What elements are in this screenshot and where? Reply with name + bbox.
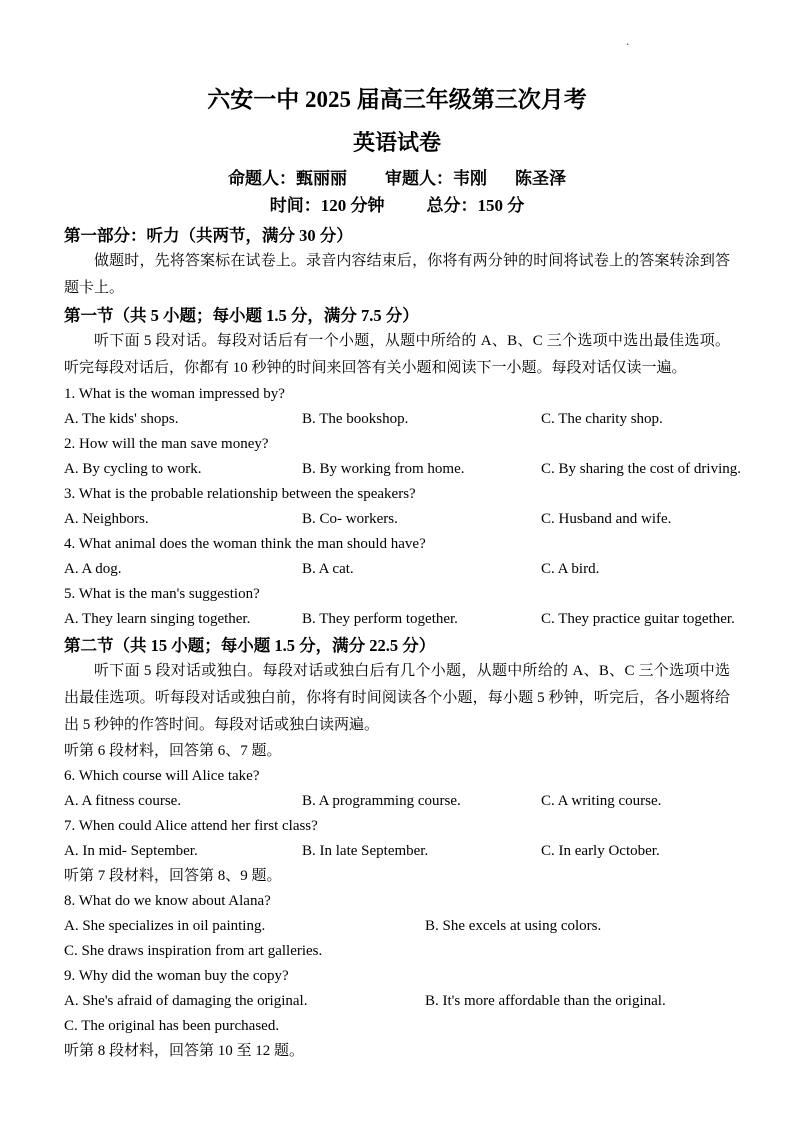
- option-a: A. The kids' shops.: [64, 411, 179, 427]
- question-5: [64, 582, 735, 632]
- option-c: C. In early October.: [541, 843, 660, 859]
- option-c: C. A writing course.: [541, 793, 662, 809]
- option-a: A. She specializes in oil painting.: [64, 918, 266, 934]
- question-text: 6. Which course will Alice take?: [64, 768, 260, 784]
- options-row: [64, 457, 741, 482]
- option-c: C. They practice guitar together.: [541, 611, 735, 627]
- options-row: [64, 557, 730, 582]
- total-score-label: 总分：150 分: [426, 196, 525, 215]
- option-b: B. By working from home.: [302, 461, 465, 477]
- part1-heading: 第一部分：听力（共两节，满分 30 分）: [64, 226, 353, 245]
- question-text: 1. What is the woman impressed by?: [64, 386, 285, 402]
- option-b: B. A programming course.: [302, 793, 461, 809]
- option-c: C. By sharing the cost of driving.: [541, 461, 741, 477]
- options-row: [64, 1014, 730, 1039]
- question-text: 5. What is the man's suggestion?: [64, 586, 260, 602]
- option-c: C. Husband and wife.: [541, 511, 672, 527]
- question-text: 2. How will the man save money?: [64, 436, 269, 452]
- exam-subject-title: 英语试卷: [352, 130, 441, 155]
- setter-label: 命题人：甄丽丽: [228, 169, 347, 188]
- options-row: [64, 607, 735, 632]
- option-a: A. She's afraid of damaging the original.: [64, 993, 308, 1009]
- question-6: [64, 764, 730, 814]
- time-score-line: [64, 195, 730, 217]
- stray-mark: .: [626, 33, 630, 48]
- material-6-note: 听第 6 段材料，回答第 6、7 题。: [64, 743, 282, 759]
- option-c: C. The charity shop.: [541, 411, 663, 427]
- options-row: [64, 989, 730, 1014]
- option-c: C. The original has been purchased.: [64, 1018, 280, 1034]
- option-b: B. A cat.: [302, 561, 354, 577]
- option-a: A. In mid- September.: [64, 843, 198, 859]
- reviewer-label: 审题人：韦刚: [385, 169, 487, 188]
- question-2: [64, 432, 741, 482]
- section2-heading: 第二节（共 15 小题；每小题 1.5 分，满分 22.5 分）: [64, 636, 436, 655]
- question-text: 7. When could Alice attend her first class?: [64, 818, 318, 834]
- question-text: 3. What is the probable relationship between the speakers?: [64, 486, 416, 502]
- option-a: A. A dog.: [64, 561, 122, 577]
- section2-instructions: 听下面 5 段对话或独白。每段对话或独白后有几个小题，从题中所给的 A、B、C 三个选项中选出最佳选项。听每段对话或独白前，你将有时间阅读各个小题，每小题 5 秒钟，听完后，各小题将给出 5 秒钟的作答时间。每段对话或独白读两遍。: [64, 663, 730, 733]
- option-b: B. The bookshop.: [302, 411, 409, 427]
- option-a: A. By cycling to work.: [64, 461, 202, 477]
- question-4: [64, 532, 730, 582]
- material-7-note: 听第 7 段材料，回答第 8、9 题。: [64, 868, 282, 884]
- question-text: 8. What do we know about Alana?: [64, 893, 271, 909]
- option-b: B. They perform together.: [302, 611, 458, 627]
- option-c: C. She draws inspiration from art galleries.: [64, 943, 323, 959]
- question-text: 9. Why did the woman buy the copy?: [64, 968, 289, 984]
- question-text: 4. What animal does the woman think the man should have?: [64, 536, 426, 552]
- section1-instructions: 听下面 5 段对话。每段对话后有一个小题，从题中所给的 A、B、C 三个选项中选出最佳选项。听完每段对话后，你都有 10 秒钟的时间来回答有关小题和阅读下一小题。每段对话仅读一遍。: [64, 333, 730, 376]
- option-b: B. In late September.: [302, 843, 429, 859]
- options-row: [64, 407, 730, 432]
- reviewer2-name: 陈圣泽: [515, 169, 566, 188]
- option-a: A. They learn singing together.: [64, 611, 251, 627]
- options-row: [64, 789, 730, 814]
- question-7: [64, 814, 730, 864]
- options-row: [64, 839, 730, 864]
- section1-heading: 第一节（共 5 小题；每小题 1.5 分，满分 7.5 分）: [64, 306, 419, 325]
- option-c: C. A bird.: [541, 561, 600, 577]
- time-label: 时间：120 分钟: [269, 196, 385, 215]
- question-1: [64, 382, 730, 432]
- options-row: [64, 939, 730, 964]
- option-a: A. A fitness course.: [64, 793, 182, 809]
- part1-instructions: 做题时，先将答案标在试卷上。录音内容结束后，你将有两分钟的时间将试卷上的答案转涂到答题卡上。: [64, 253, 730, 296]
- question-3: [64, 482, 730, 532]
- option-a: A. Neighbors.: [64, 511, 149, 527]
- option-b: B. Co- workers.: [302, 511, 398, 527]
- option-b: B. She excels at using colors.: [425, 918, 602, 934]
- material-8-note: 听第 8 段材料，回答第 10 至 12 题。: [64, 1043, 305, 1059]
- options-row: [64, 914, 730, 939]
- question-9: [64, 964, 730, 1039]
- options-row: [64, 507, 730, 532]
- setters-line: [64, 168, 730, 190]
- question-8: [64, 889, 730, 964]
- option-b: B. It's more affordable than the original.: [425, 993, 666, 1009]
- exam-title: 六安一中 2025 届高三年级第三次月考: [207, 87, 587, 112]
